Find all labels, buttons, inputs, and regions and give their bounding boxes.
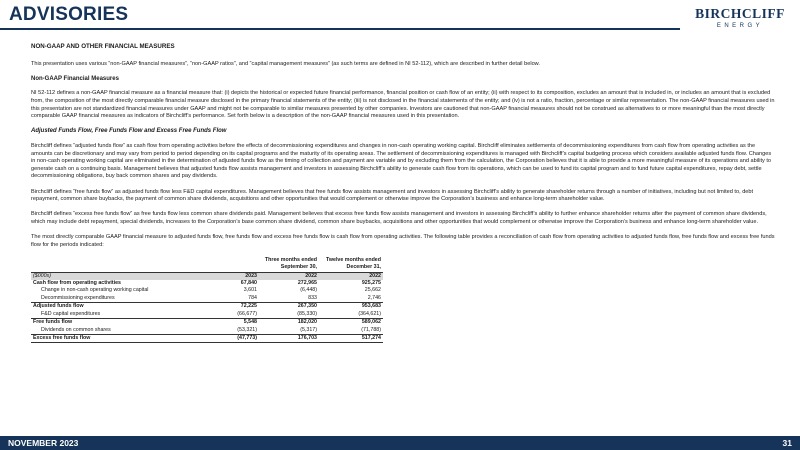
row-value: (364,621) (358, 310, 381, 317)
table-row (31, 287, 383, 294)
table-row (31, 319, 383, 327)
row-value: 67,840 (240, 280, 257, 287)
year-column-2: 2022 (259, 272, 319, 280)
slide-body (31, 43, 777, 343)
row-label: Dividends on common shares (41, 326, 111, 333)
company-logo (692, 6, 788, 36)
subheading-funds-flow: Adjusted Funds Flow, Free Funds Flow and Excess Free Funds Flow (31, 128, 227, 135)
table-row (31, 295, 383, 303)
row-value: 784 (248, 294, 257, 301)
table-header-row (31, 257, 383, 264)
slide-header (0, 0, 800, 36)
table-intro-paragraph: The most directly comparable GAAP financial measure to adjusted funds flow, free funds flow and excess free funds flow is cash flow from operating activities. The following table provides a reconciliation of cash flow from operating activities to adjusted funds flow, free funds flow and excess free funds flow for the periods indicated: (31, 234, 775, 248)
header-twelve-months: Twelve months ended (326, 256, 381, 263)
row-value: 833 (308, 294, 317, 301)
row-label: Cash flow from operating activities (33, 280, 122, 287)
row-value: (71,788) (361, 326, 381, 333)
logo-tagline: ENERGY (716, 23, 764, 29)
excess-free-funds-flow-paragraph: Birchcliff defines “excess free funds flow” as free funds flow less common share dividends paid. Management believes that excess free funds flow assists management and investors in assessing Birchcliff’s ability to further enhance shareholder returns after the payment of common share dividends, which may include debt repayment, special dividends, increases to the Corporation’s base common share dividend, common share buybacks, acquisitions and other opportunities that would complement or otherwise improve the Corporation’s business and enhance long-term shareholder value. (31, 211, 767, 225)
header-twelve-months-date: December 31, (319, 264, 383, 272)
header-three-months: Three months ended (264, 256, 317, 263)
footer-date: NOVEMBER 2023 (8, 438, 79, 448)
header-three-months-date: September 30, (199, 264, 319, 272)
row-value: 517,274 (319, 334, 383, 342)
row-label: Change in non-cash operating working capital (41, 287, 149, 294)
row-label: Decommissioning expenditures (41, 294, 115, 301)
row-label: Free funds flow (31, 319, 199, 327)
row-label: Adjusted funds flow (31, 303, 199, 311)
row-value: 72,225 (199, 303, 259, 311)
row-value: 925,275 (361, 280, 381, 287)
row-value: 5,548 (199, 319, 259, 327)
row-value: 25,662 (364, 287, 381, 294)
row-value: 176,703 (259, 334, 319, 342)
row-label: F&D capital expenditures (41, 310, 101, 317)
definition-paragraph: NI 52-112 defines a non-GAAP financial measure as a financial measure that: (i) depicts the historical or expected future financial performance, financial position or cash flow of an entity; (ii) with respect to its composition, excludes an amount that is included in, or includes an amount that is excluded from, the composition of the most directly comparable financial measure disclosed in the primary financial statements of the entity; (iii) is not disclosed in the financial statements of the entity; and (iv) is not a ratio, fraction, percentage or similar representation. The non-GAAP financial measures used in this presentation are not standardized financial measures under GAAP and might not be comparable to similar measures presented by other companies. Investors are cautioned that non-GAAP financial measures should not be construed as alternatives to or more meaningful than the most directly comparable GAAP financial measures as indicators of Birchcliff’s performance. Set forth below is a description of the non-GAAP financial measures used in this presentation. (31, 90, 775, 120)
row-value: (66,677) (237, 310, 257, 317)
row-value: 2,746 (367, 294, 381, 301)
reconciliation-table (31, 257, 383, 343)
table-row (31, 334, 383, 342)
table-row (31, 280, 383, 287)
units-label: ($000s) (31, 272, 199, 280)
row-value: (5,317) (300, 326, 317, 333)
table-row (31, 311, 383, 319)
row-value: 267,350 (259, 303, 319, 311)
logo-wordmark: BIRCHCLIFF (695, 6, 785, 21)
row-value: (85,330) (297, 310, 317, 317)
intro-paragraph: This presentation uses various “non-GAAP financial measures”, “non-GAAP ratios”, and “capital management measures” (as such terms are defined in NI 52-112), which are described in further detail below. (31, 60, 540, 67)
section-title: NON-GAAP AND OTHER FINANCIAL MEASURES (31, 43, 175, 50)
slide-footer (0, 436, 800, 450)
row-value: 3,601 (243, 287, 257, 294)
row-value: 182,020 (259, 319, 319, 327)
page-number: 31 (782, 438, 792, 448)
row-value: 272,965 (297, 280, 317, 287)
row-value: 589,062 (319, 319, 383, 327)
row-value: (6,448) (300, 287, 317, 294)
row-value: (47,773) (199, 334, 259, 342)
table-row (31, 303, 383, 311)
free-funds-flow-paragraph: Birchcliff defines “free funds flow” as adjusted funds flow less F&D capital expenditures. Management believes that free funds flow assists management and investors in assessing Birchcliff’s ability to generate shareholder returns through a number of initiatives, including but not limited to, debt repayment, common share buybacks, the payment of common share dividends, acquisitions and other opportunities that would complement or otherwise improve the Corporation’s business and enhance long-term shareholder value. (31, 188, 754, 203)
header-rule (0, 28, 680, 30)
table-row (31, 327, 383, 335)
row-value: (53,321) (237, 326, 257, 333)
row-value: 953,683 (319, 303, 383, 311)
row-label: Excess free funds flow (31, 334, 199, 342)
subheading-non-gaap: Non-GAAP Financial Measures (31, 75, 119, 82)
adjusted-funds-flow-paragraph: Birchcliff defines “adjusted funds flow” as cash flow from operating activities before the effects of decommissioning expenditures and changes in non-cash operating working capital. Birchcliff eliminates settlements of decommissioning expenditures from cash flow from operating activities as the amounts can be discretionary and may vary from period to period depending on its capital programs and the maturity of its operating areas. The settlement of decommissioning expenditures is managed with Birchcliff’s capital budgeting process which considers available adjusted funds flow. Changes in non-cash operating working capital are eliminated in the determination of adjusted funds flow as the timing of collection and payment are variable and by excluding them from the calculation, the Corporation believes that it is able to provide a more meaningful measure of its operations and ability to generate cash on a continuing basis. Management believes that adjusted funds flow assists management and investors in assessing Birchcliff’s ability to generate cash flow from its operations, which can be used to fund its capital program and to fund future capital expenditures, repay debt, settle decommissioning obligations, buy back common shares and pay dividends. (31, 142, 772, 180)
year-column-3: 2022 (319, 272, 383, 280)
slide-title: ADVISORIES (9, 4, 129, 25)
table-header-row (31, 264, 383, 272)
table-year-row (31, 272, 383, 280)
year-column-1: 2023 (199, 272, 259, 280)
